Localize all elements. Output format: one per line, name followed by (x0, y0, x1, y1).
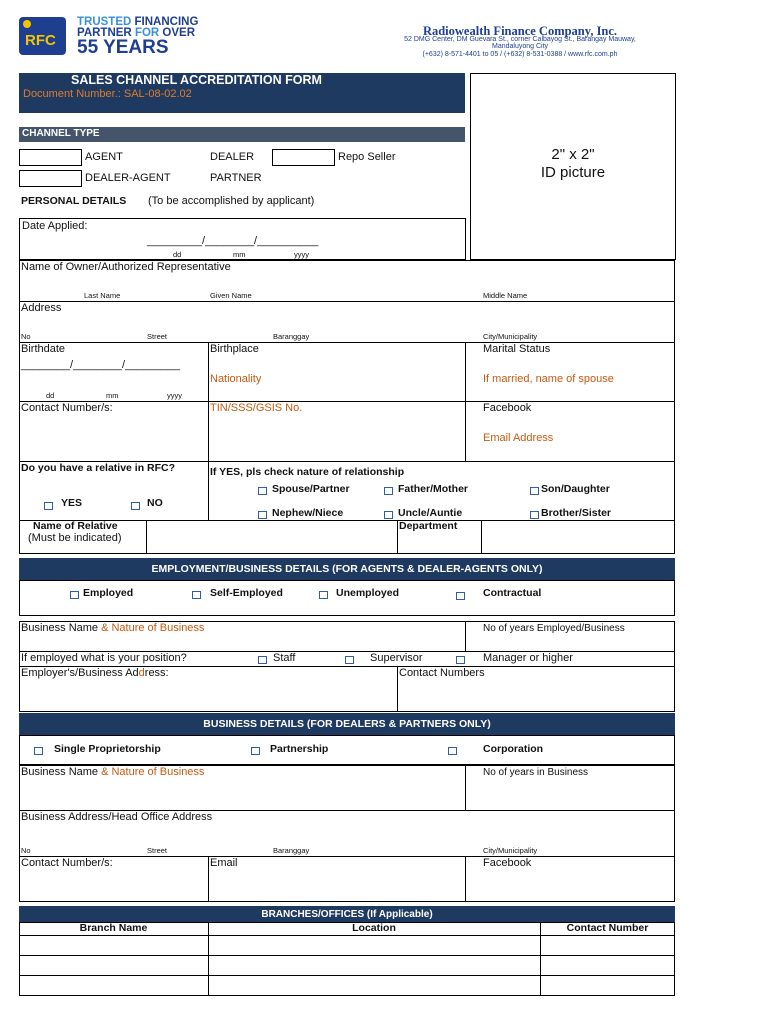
supervisor-checkbox[interactable] (345, 656, 354, 664)
contractual-checkbox[interactable] (456, 592, 465, 600)
logo-for: FOR (134, 27, 160, 39)
business-name-text-2: Business Name (21, 766, 102, 778)
nature-of-business-text: & Nature of Business (101, 622, 205, 634)
logo-trusted: TRUSTED (77, 16, 132, 28)
contact-numbers-label: Contact Numbers (399, 667, 485, 679)
relative-yes-label: YES (61, 497, 83, 509)
rfc-logo (19, 17, 209, 57)
department-label: Department (399, 520, 458, 532)
partner-label: PARTNER (210, 172, 262, 184)
partnership-label: Partnership (270, 743, 329, 755)
son-daughter-label: Son/Daughter (541, 483, 610, 495)
partnership-checkbox[interactable] (251, 747, 260, 755)
branch-row-3-contact[interactable] (541, 976, 674, 995)
employed-checkbox[interactable] (70, 591, 79, 599)
business-city-label: City/Municipality (483, 846, 538, 855)
relationship-instruction: If YES, pls check nature of relationship (210, 466, 405, 478)
supervisor-label: Supervisor (370, 652, 423, 664)
son-daughter-checkbox[interactable] (530, 487, 539, 495)
branch-row-2-contact[interactable] (541, 956, 674, 974)
uncle-auntie-checkbox[interactable] (384, 511, 393, 519)
self-employed-checkbox[interactable] (192, 591, 201, 599)
birthplace-field[interactable] (208, 342, 465, 401)
business-facebook-label: Facebook (483, 857, 532, 869)
photo-size-label: 2" x 2" (551, 146, 595, 163)
contact-number-label: Contact Number/s: (21, 402, 113, 414)
spouse-name-label: If married, name of spouse (483, 373, 614, 385)
brother-sister-label: Brother/Sister (541, 507, 612, 519)
branch-row-3-location[interactable] (209, 976, 539, 995)
company-contact: (+632) 8-571-4401 to 05 / (+632) 8-531-0388 / www.rfc.com.ph (422, 51, 618, 58)
years-in-business-field[interactable] (465, 765, 675, 810)
facebook-label: Facebook (483, 402, 532, 414)
birth-mm-label: mm (106, 391, 119, 400)
business-address-field[interactable] (19, 810, 675, 856)
contact-number-column-header: Contact Number (566, 922, 649, 934)
marital-status-field[interactable] (465, 342, 675, 401)
nephew-niece-label: Nephew/Niece (272, 507, 344, 519)
logo-badge-text: RFC (25, 32, 56, 49)
personal-details-label: PERSONAL DETAILS (21, 195, 127, 207)
address-street-label: Street (147, 332, 168, 341)
business-facebook-field[interactable] (465, 856, 675, 902)
date-applied-field[interactable] (19, 218, 466, 260)
employer-address-text-b: d (138, 667, 145, 679)
company-address-2: Mandaluyong City (491, 43, 549, 50)
agent-label: AGENT (85, 151, 123, 163)
employer-address-label (21, 667, 169, 679)
years-employed-label: No of years Employed/Business (483, 623, 625, 634)
department-input[interactable] (482, 521, 674, 553)
employer-address-text-a: Employer's/Business Ad (21, 667, 139, 679)
staff-label: Staff (273, 652, 296, 664)
address-label: Address (21, 302, 62, 314)
position-question: If employed what is your position? (21, 652, 187, 664)
logo-partner: PARTNER (77, 27, 132, 39)
business-contact-field[interactable] (19, 856, 208, 902)
self-employed-label: Self-Employed (210, 587, 283, 599)
tin-label: TIN/SSS/GSIS No. (210, 402, 303, 414)
business-section-header: BUSINESS DETAILS (FOR DEALERS & PARTNERS ONLY) (19, 713, 675, 735)
company-address-1: 52 DMG Center, DM Guevara St., corner Calbayog St., Barangay Mauway, (404, 36, 636, 43)
dealer-agent-label: DEALER-AGENT (85, 172, 171, 184)
years-employed-field[interactable] (465, 621, 675, 651)
tin-field[interactable] (208, 401, 465, 461)
business-address-label: Business Address/Head Office Address (21, 811, 213, 823)
business-name-text: Business Name (21, 622, 102, 634)
id-picture-box[interactable] (470, 73, 676, 260)
given-name-label: Given Name (210, 291, 252, 300)
rfc-logo-badge (19, 17, 66, 55)
unemployed-checkbox[interactable] (319, 591, 328, 599)
date-applied-label: Date Applied: (22, 220, 88, 232)
company-name: Radiowealth Finance Company, Inc. (422, 24, 618, 38)
form-title: SALES CHANNEL ACCREDITATION FORM (71, 73, 322, 87)
employment-business-name-label (21, 622, 204, 634)
personal-details-note: (To be accomplished by applicant) (148, 195, 315, 207)
dealer-label: DEALER (210, 151, 255, 163)
employment-business-name-field[interactable] (19, 621, 465, 651)
contractual-label: Contractual (483, 587, 542, 599)
branch-row-2-location[interactable] (209, 956, 539, 974)
agent-checkbox[interactable] (19, 149, 82, 166)
manager-label: Manager or higher (483, 652, 573, 664)
relative-name-note: (Must be indicated) (28, 532, 122, 544)
branch-row-1-contact[interactable] (541, 936, 674, 954)
years-in-business-label: No of years in Business (483, 767, 589, 778)
unemployed-label: Unemployed (336, 587, 400, 599)
uncle-auntie-label: Uncle/Auntie (398, 507, 463, 519)
email-address-label: Email Address (483, 432, 554, 444)
business-barangay-label: Baranggay (273, 846, 310, 855)
employer-address-field[interactable] (19, 666, 397, 712)
nationality-label: Nationality (210, 373, 262, 385)
relative-name-label: Name of Relative (33, 520, 118, 532)
corporation-label: Corporation (483, 743, 544, 755)
date-applied-line: _________/________/__________ (147, 235, 319, 247)
employment-contact-numbers-field[interactable] (397, 666, 675, 712)
birthdate-label: Birthdate (21, 343, 66, 355)
address-city-label: City/Municipality (483, 332, 538, 341)
nephew-niece-checkbox[interactable] (258, 511, 267, 519)
business-contact-label: Contact Number/s: (21, 857, 113, 869)
location-column-header: Location (352, 922, 396, 934)
channel-type-header (19, 127, 465, 142)
business-street-label: Street (147, 846, 168, 855)
branch-row-1-location[interactable] (209, 936, 539, 954)
employer-address-text-c: ress: (144, 667, 169, 679)
logo-55-years: 55 YEARS (77, 37, 169, 58)
branch-row-3-name[interactable] (20, 976, 207, 995)
form-title-bar (19, 73, 465, 113)
business-no-label: No (21, 846, 31, 855)
birthdate-field[interactable] (19, 342, 208, 401)
owner-name-field[interactable] (19, 260, 675, 301)
business-name-label (21, 766, 204, 778)
father-mother-checkbox[interactable] (384, 487, 393, 495)
birth-yyyy-label: yyyy (167, 391, 182, 400)
facebook-field[interactable] (465, 401, 675, 461)
manager-checkbox[interactable] (456, 656, 465, 664)
employed-label: Employed (83, 587, 134, 599)
date-yyyy-label: yyyy (294, 250, 309, 259)
middle-name-label: Middle Name (483, 291, 528, 300)
address-barangay-label: Baranggay (273, 332, 310, 341)
business-name-field[interactable] (19, 765, 465, 810)
single-proprietorship-label: Single Proprietorship (54, 743, 161, 755)
logo-circle-icon (23, 20, 31, 28)
dealer-agent-checkbox[interactable] (19, 170, 82, 187)
logo-over: OVER (162, 27, 196, 39)
corporation-checkbox[interactable] (448, 747, 457, 755)
last-name-label: Last Name (84, 291, 121, 300)
employment-section-header: EMPLOYMENT/BUSINESS DETAILS (FOR AGENTS & DEALER-AGENTS ONLY) (19, 558, 675, 580)
branch-row-1-name[interactable] (20, 936, 207, 954)
date-dd-label: dd (173, 250, 182, 259)
business-email-label: Email (210, 857, 238, 869)
owner-label: Name of Owner/Authorized Representative (21, 261, 231, 273)
single-proprietorship-checkbox[interactable] (34, 747, 43, 755)
staff-checkbox[interactable] (258, 656, 267, 664)
spouse-partner-checkbox[interactable] (258, 487, 267, 495)
spouse-partner-label: Spouse/Partner (272, 483, 350, 495)
branch-row-2-name[interactable] (20, 956, 207, 974)
nature-of-business-text-2: & Nature of Business (101, 766, 205, 778)
relative-no-checkbox[interactable] (131, 502, 140, 510)
repo-seller-label: Repo Seller (338, 151, 396, 163)
birth-dd-label: dd (46, 391, 55, 400)
contact-number-field[interactable] (19, 401, 208, 461)
date-mm-label: mm (233, 250, 246, 259)
relative-no-label: NO (147, 497, 163, 509)
address-no-label: No (21, 332, 31, 341)
relative-name-input[interactable] (147, 521, 397, 553)
birthdate-line: ________/________/_________ (21, 359, 181, 371)
business-email-field[interactable] (208, 856, 465, 902)
birthplace-label: Birthplace (210, 343, 259, 355)
repo-seller-checkbox[interactable] (272, 149, 335, 166)
logo-financing: FINANCING (134, 16, 199, 28)
address-field[interactable] (19, 301, 675, 342)
brother-sister-checkbox[interactable] (530, 511, 539, 519)
father-mother-label: Father/Mother (398, 483, 469, 495)
document-number: Document Number.: SAL-08-02.02 (23, 88, 192, 100)
relative-question: Do you have a relative in RFC? (21, 462, 176, 474)
marital-status-label: Marital Status (483, 343, 551, 355)
relative-yes-checkbox[interactable] (44, 502, 53, 510)
photo-id-label: ID picture (540, 164, 606, 181)
branch-name-column-header: Branch Name (79, 922, 148, 934)
branches-section-header: BRANCHES/OFFICES (If Applicable) (19, 906, 675, 922)
channel-type-title: CHANNEL TYPE (22, 128, 100, 139)
